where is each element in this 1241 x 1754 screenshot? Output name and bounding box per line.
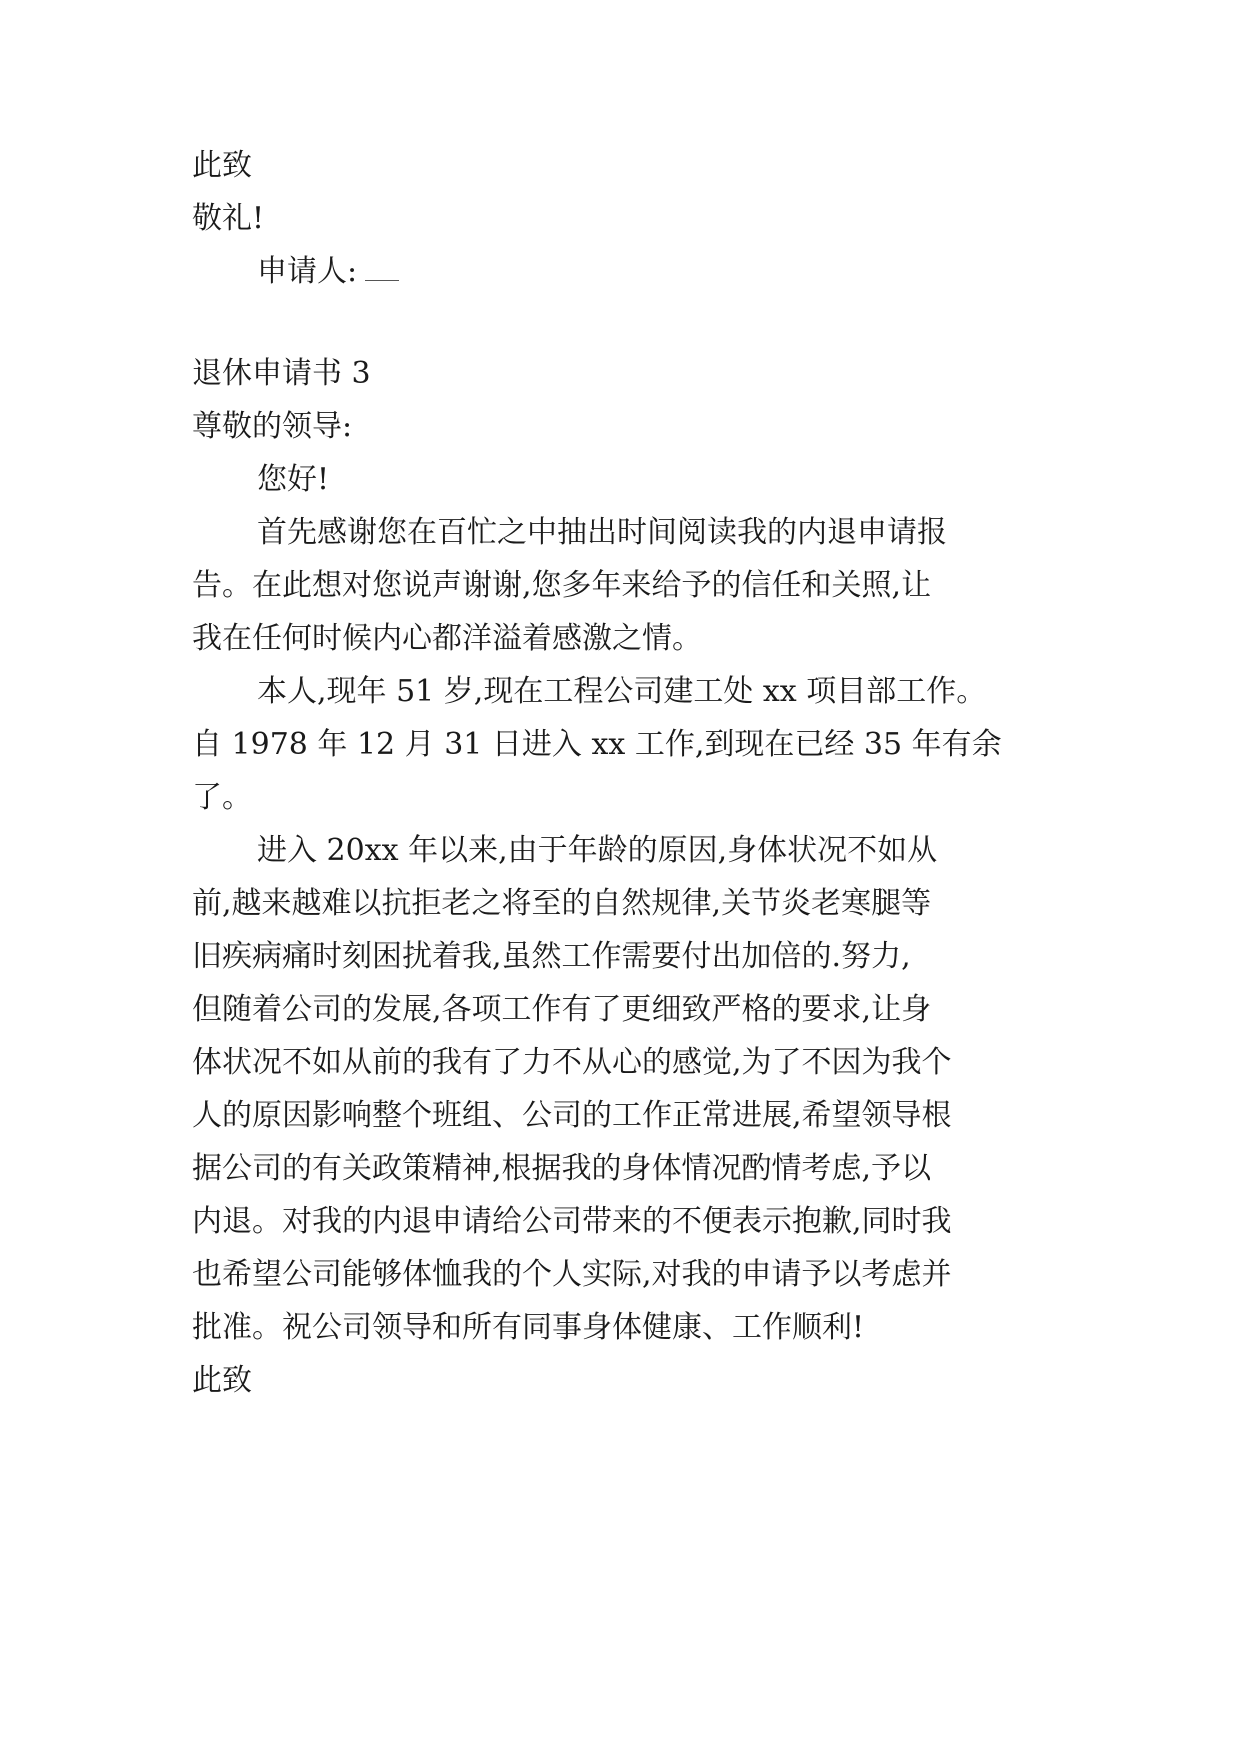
para3-line-1: 进入 20xx 年以来,由于年龄的原因,身体状况不如从 [257, 833, 938, 868]
para2-line-3: 了。 [192, 780, 252, 815]
closing-text: 此致 [192, 148, 252, 183]
para2-line-2: 自 1978 年 12 月 31 日进入 xx 工作,到现在已经 35 年有余 [192, 727, 1002, 762]
salute-text: 敬礼! [192, 201, 265, 236]
para3-line-7: 据公司的有关政策精神,根据我的身体情况酌情考虑,予以 [192, 1151, 932, 1186]
para3-line-3: 旧疾病痛时刻困扰着我,虽然工作需要付出加倍的.努力, [192, 939, 911, 974]
signature-blank [365, 256, 399, 281]
para1-line-3: 我在任何时候内心都洋溢着感激之情。 [192, 621, 702, 656]
para3-line-8: 内退。对我的内退申请给公司带来的不便表示抱歉,同时我 [192, 1204, 952, 1239]
para1-line-2: 告。在此想对您说声谢谢,您多年来给予的信任和关照,让 [192, 568, 932, 603]
para1-line-1: 首先感谢您在百忙之中抽出时间阅读我的内退申请报 [257, 515, 947, 550]
para3-line-2: 前,越来越难以抗拒老之将至的自然规律,关节炎老寒腿等 [192, 886, 932, 921]
para3-line-5: 体状况不如从前的我有了力不从心的感觉,为了不因为我个 [192, 1045, 952, 1080]
applicant-signature-line [257, 254, 399, 290]
letter-title: 退休申请书 3 [192, 356, 371, 391]
greeting: 您好! [257, 462, 330, 497]
para3-line-9: 也希望公司能够体恤我的个人实际,对我的申请予以考虑并 [192, 1257, 952, 1292]
para3-line-4: 但随着公司的发展,各项工作有了更细致严格的要求,让身 [192, 992, 932, 1027]
closing-text-2: 此致 [192, 1363, 252, 1398]
applicant-label: 申请人: [257, 254, 358, 289]
addressee: 尊敬的领导: [192, 409, 353, 444]
para3-line-6: 人的原因影响整个班组、公司的工作正常进展,希望领导根 [192, 1098, 952, 1133]
para3-line-10: 批准。祝公司领导和所有同事身体健康、工作顺利! [192, 1310, 865, 1345]
para2-line-1: 本人,现年 51 岁,现在工程公司建工处 xx 项目部工作。 [257, 674, 987, 709]
